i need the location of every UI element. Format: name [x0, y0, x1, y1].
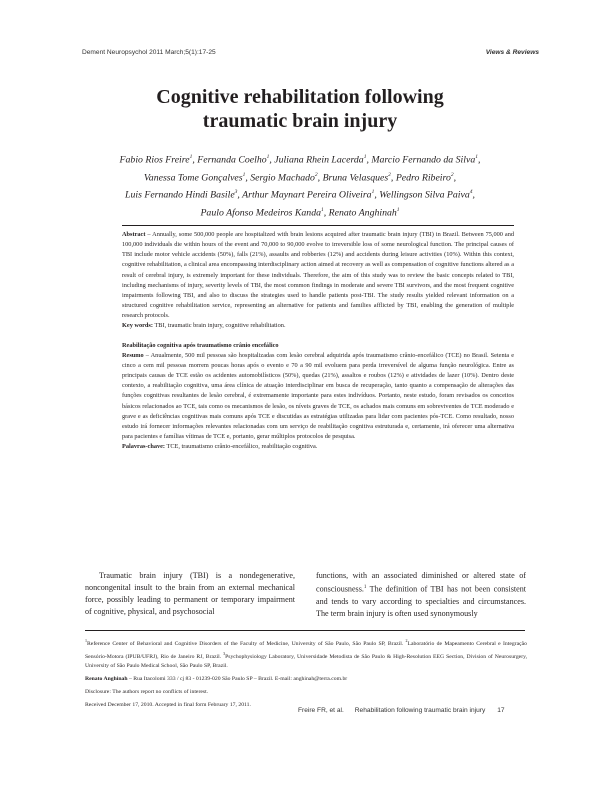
correspondence-address: – Rua Itacolomi 333 / cj 83 - 01239-020 São Paulo SP – Brazil. E-mail: anghinah@terra.com.br: [127, 676, 348, 683]
author-aff: 1: [242, 171, 246, 178]
author-name: Vanessa Tome Gonçalves: [143, 171, 243, 183]
title-line-1: Cognitive rehabilitation following: [156, 86, 444, 108]
journal-citation: Dement Neuropsychol 2011 March;5(1):17-25: [82, 49, 216, 56]
author-aff: 1: [475, 154, 478, 160]
running-title: Freire FR, et al. Rehabilitation following traumatic brain injury: [298, 707, 486, 714]
abstract-english: Abstract – Annually, some 500,000 people are hospitalized with brain lesions acquired after traumatic brain injury (TBI) in Brazil. Between 75,000 and 100,000 individuals die within hours of the event and 70,000 to 90,000 evolve to irreversible loss of some neurological function. The principal causes of TBI include motor vehicle accidents (50%), falls (21%), assaults and robberies (12%) and accidents during leisure activities (10%). Within this context, cognitive rehabilitation, a clinical area encompassing interdisciplinary action aimed at recovery as well as compensation of cognitive functions altered as a result of cerebral injury, is extremely important for these individuals. Therefore, the aim of this study was to review the basic concepts related to TBI, including mechanisms of injury, severity levels of TBI, the most common findings in moderate and severe TBI survivors, and the most frequent cognitive impairments following TBI, and also to discuss the strategies used to handle patients post-TBI. The study results yielded relevant information on a structured cognitive rehabilitation service, representing an alternative for patients and families afflicted by TBI, enabling the generation of multiple research protocols.: [122, 231, 514, 320]
disclosure-note: Disclosure: The authors report no conflicts of interest.: [85, 689, 209, 696]
article-title: [60, 85, 540, 133]
author-name: Renato Anghinah: [328, 206, 397, 218]
author-name: Marcio Fernando da Silva: [371, 154, 476, 166]
abstract-block: [122, 225, 514, 452]
author-line: Paulo Afonso Medeiros Kanda$^1$, Renato Anghinah$^1$: [200, 206, 400, 218]
author-name: Pedro Ribeiro: [395, 171, 451, 183]
aff-1: Reference Center of Behavioral and Cognitive Disorders of the Faculty of Medicine, University of São Paulo, São Paulo SP, Brazil.: [87, 640, 406, 647]
page-footer: [298, 707, 505, 714]
author-name: Wellingson Silva Paiva: [379, 189, 470, 201]
aff-mark: 1: [85, 638, 87, 643]
resumo-text: Anualmente, 500 mil pessoas são hospitalizadas com lesão cerebral adquirida após traumatismo crânio-encefálico (TCE) no Brasil. Setenta e cinco a cem mil pessoas morrem poucas horas após o evento e 70 a 90 mil evoluem para perda irreversível de alguma função neurológica. Entre as principais causas de TCE estão os acidentes automobilísticos (50%), quedas (21%), assaltos e roubos (12%) e atividades de lazer (10%). Dentro deste contexto, a reabilitação cognitiva, uma área clínica de atuação interdisciplinar em busca de recuperação, tanto quanto a compensação de alterações das funções cognitivas resultantes de lesão cerebral, é extremamente importante para estes indivíduos. Portanto, neste estudo, foram revisados os conceitos básicos relacionados ao TCE, tais como os mecanismos de lesão, os níveis graves de TCE, os achados mais comuns em sobreviventes de TCE moderado e grave e as deficiências cognitivas mais comuns após TCE e discutidas as estratégias utilizadas para lidar com pacientes pós-TCE. Como resultado, nosso estudo irá fornecer informações relevantes relacionadas com um serviço de reabilitação cognitiva estruturada e, certamente, irá oferecer uma alternativa para pacientes e famílias vítimas de TCE e, portanto, gerar múltiplos protocolos de pesquisa.: [122, 351, 514, 440]
keywords-text: TBI, traumatic brain injury, cognitive rehabilitation.: [154, 322, 286, 330]
section-label: Views & Reviews: [485, 49, 539, 56]
abstract-label: Abstract: [122, 231, 146, 238]
author-aff: 1: [396, 206, 400, 213]
author-aff: 3: [234, 189, 238, 196]
author-aff: 4: [469, 189, 473, 196]
author-name: Arthur Maynart Pereira Oliveira: [242, 189, 372, 201]
author-list: [70, 150, 530, 220]
author-aff: 2: [314, 171, 318, 178]
author-aff: 2: [388, 171, 391, 178]
received-note: Received December 17, 2010. Accepted in final form February 17, 2011.: [85, 702, 251, 709]
author-aff: 1: [371, 189, 375, 196]
title-line-2: traumatic brain injury: [202, 110, 398, 132]
palavras-chave-text: TCE, traumatismo crânio-encefálico, reabilitação cognitiva.: [166, 443, 318, 451]
abstract-text: Annually, some 500,000 people are hospitalized with brain lesions acquired after traumatic brain injury (TBI) in Brazil. Between 75,000 and 100,000 individuals die within hours of the event and 70,000 to 90,000 evolve to irreversible loss of some neurological function. The principal causes of TBI include motor vehicle accidents (50%), falls (21%), assaults and robberies (12%) and accidents during leisure activities (10%). Within this context, cognitive rehabilitation, a clinical area encompassing interdisciplinary action aimed at recovery as well as compensation of cognitive functions altered as a result of cerebral injury, is extremely important for these individuals. Therefore, the aim of this study was to review the basic concepts related to TBI, including mechanisms of injury, severity levels of TBI, the most common findings in moderate and severe TBI survivors, and the most frequent cognitive impairments following TBI, and also to discuss the strategies used to handle patients post-TBI. The study results yielded relevant information on a structured cognitive rehabilitation service, representing an alternative for patients and families afflicted by TBI, enabling the generation of multiple research protocols.: [122, 231, 514, 320]
aff-mark: 2: [405, 638, 408, 643]
author-aff: 1: [363, 154, 367, 160]
author-aff: 1: [321, 206, 324, 213]
body-column-1: Traumatic brain injury (TBI) is a nondegenerative, noncongenital insult to the brain from an external mechanical force, possibly leading to permanent or temporary impairment of cognitive, physical, and psychosocial: [85, 571, 295, 617]
aff-mark: 3: [223, 650, 226, 656]
author-name: Paulo Afonso Medeiros Kanda: [200, 206, 322, 218]
author-aff: 1: [189, 154, 193, 160]
body-text: The definition of TBI has not been consistent and tends to vary according to specialties and circumstances. The term brain injury is often used synonymously: [316, 584, 526, 618]
author-line: Vanessa Tome Gonçalves$^1$, Sergio Machado$^2$, Bruna Velasques$^2$, Pedro Ribeiro$^2$,: [143, 171, 457, 183]
page-number: 17: [497, 707, 505, 714]
footnote-divider: [85, 630, 525, 631]
abstract-portuguese: Resumo – Anualmente, 500 mil pessoas são hospitalizadas com lesão cerebral adquirida após traumatismo crânio-encefálico (TCE) no Brasil. Setenta e cinco a cem mil pessoas morrem poucas horas após o evento e 70 a 90 mil evoluem para perda irreversível de alguma função neurológica. Entre as principais causas de TCE estão os acidentes automobilísticos (50%), quedas (21%), assaltos e roubos (12%) e atividades de lazer (10%). Dentro deste contexto, a reabilitação cognitiva, uma área clínica de atuação interdisciplinar em busca de recuperação, tanto quanto a compensação de alterações das funções cognitivas resultantes de lesão cerebral, é extremamente importante para estes indivíduos. Portanto, neste estudo, foram revisados os conceitos básicos relacionados ao TCE, tais como os mecanismos de lesão, os níveis graves de TCE, os achados mais comuns em sobreviventes de TCE moderado e grave e as deficiências cognitivas mais comuns após TCE e discutidas as estratégias utilizadas para lidar com pacientes pós-TCE. Como resultado, nosso estudo irá fornecer informações relevantes relacionadas com um serviço de reabilitação cognitiva estruturada e, certamente, irá oferecer uma alternativa para pacientes e famílias vítimas de TCE e, portanto, gerar múltiplos protocolos de pesquisa.: [122, 351, 514, 440]
affiliations-note: [85, 636, 527, 671]
author-name: Luis Fernando Hindi Basile: [125, 189, 235, 201]
author-name: Sergio Machado: [250, 171, 315, 183]
author-line: Luis Fernando Hindi Basile$^3$, Arthur Maynart Pereira Oliveira$^1$, Wellingson Silva Paiva$^4$,: [125, 189, 475, 201]
author-name: Bruna Velasques: [322, 171, 389, 183]
citation-ref: 1: [363, 585, 367, 591]
correspondence-name: Renato Anghinah: [85, 676, 128, 683]
aff-2: Laboratório de Mapeamento Cerebral e Integração Sensório-Motora (IPUB/UFRJ), Rio de Janeiro RJ, Brazil.: [85, 640, 527, 660]
body-column-2: [316, 570, 526, 620]
aff-3: Psychophysiology Laboratory, Universidade Metodista de São Paulo & High-Resolution EEG Section, Division of Neurosurgery, University of São Paulo Medical School, São Paulo SP, Brazil.: [85, 653, 527, 669]
author-name: Fabio Rios Freire: [119, 154, 190, 166]
author-name: Fernanda Coelho: [197, 154, 267, 166]
author-line: Fabio Rios Freire$^1$, Fernanda Coelho$^1$, Juliana Rhein Lacerda$^1$, Marcio Fernando da Silva$^1$,: [119, 154, 481, 166]
keywords-english: [122, 321, 514, 331]
correspondence-note: [85, 675, 527, 684]
author-aff: 1: [266, 154, 270, 160]
palavras-chave-label: Palavras-chave:: [122, 443, 166, 451]
author-aff: 2: [450, 171, 454, 178]
keywords-label: Key words:: [122, 322, 153, 330]
body-text: functions, with an associated diminished or altered state of consciousness.: [316, 571, 526, 594]
keywords-portuguese: [122, 442, 514, 452]
portuguese-title: Reabilitação cognitiva após traumatismo crânio encefálico: [122, 341, 279, 349]
author-name: Juliana Rhein Lacerda: [274, 154, 364, 166]
footnotes: [85, 636, 527, 710]
resumo-label: Resumo: [122, 351, 144, 359]
